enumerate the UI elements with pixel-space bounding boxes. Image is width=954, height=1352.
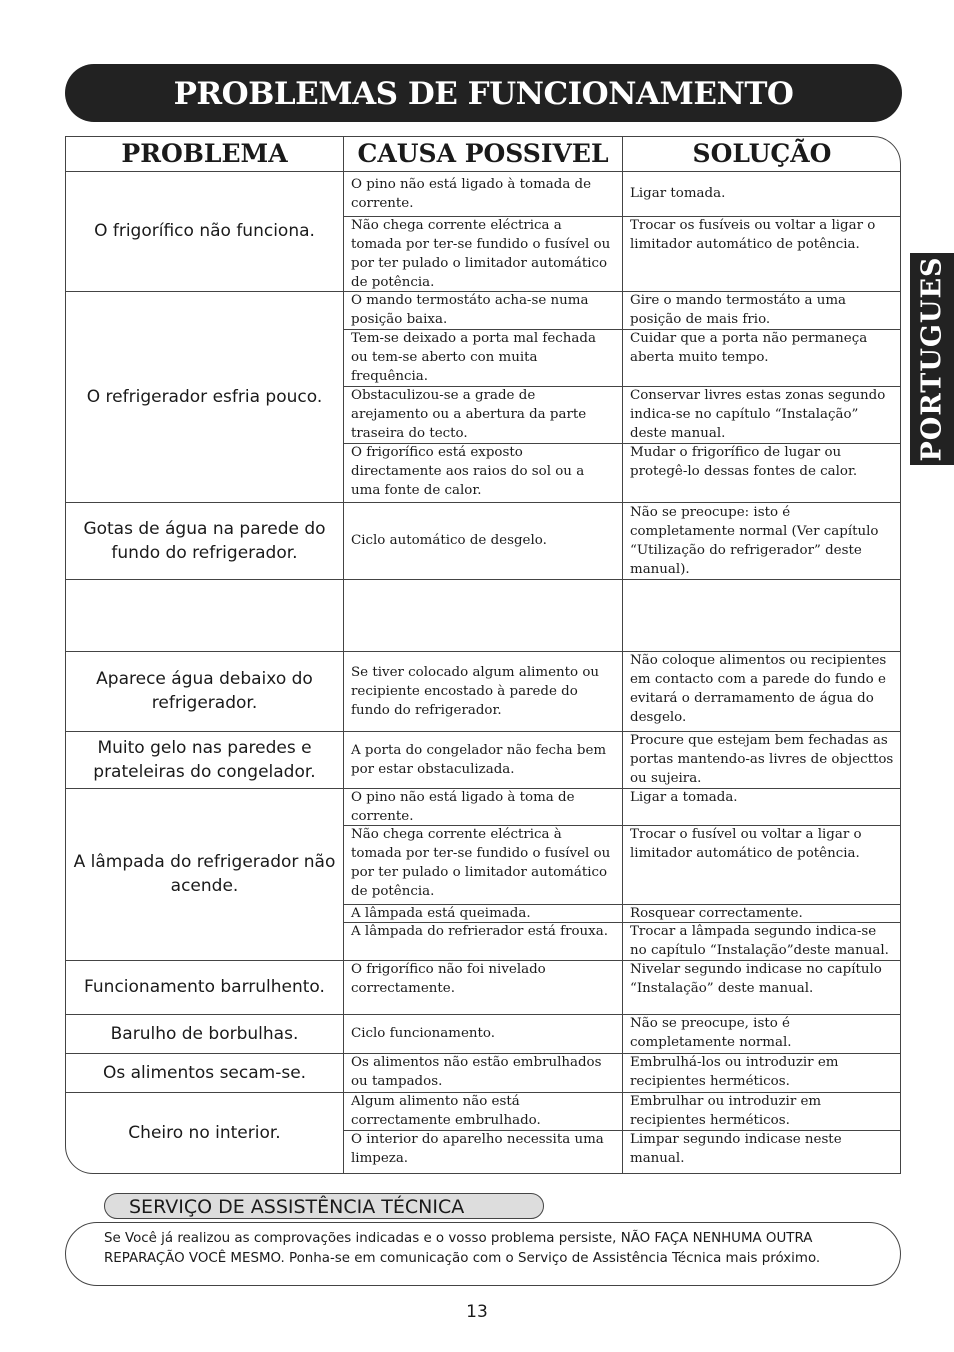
problem-cell <box>66 502 343 579</box>
solution-cell-text: Limpar segundo indicase neste manual. <box>630 1132 842 1166</box>
solution-cell-text: Não coloque alimentos ou recipientes em contacto com a parede do fundo e evitará o derramamento de água do desgelo. <box>630 653 887 725</box>
cause-cell-text: Tem-se deixado a porta mal fechada ou tem-se aberto con muita frequência. <box>351 331 596 384</box>
problem-cell-text: Os alimentos secam-se. <box>102 1062 307 1083</box>
cause-cell <box>344 960 622 1014</box>
cause-cell <box>344 386 622 443</box>
cause-cell <box>344 216 622 291</box>
cause-cell <box>344 443 622 502</box>
solution-cell-text: Procure que estejam bem fechadas as portas mantendo-as livres de objecttos ou sujeira. <box>630 733 894 786</box>
cause-cell-text: O mando termostáto acha-se numa posição baixa. <box>351 293 589 327</box>
cause-cell-text: Os alimentos não estão embrulhados ou tampados. <box>351 1055 602 1089</box>
problem-cell <box>66 171 343 291</box>
solution-cell-text: Rosquear correctamente. <box>630 906 803 921</box>
cause-cell <box>344 1092 622 1130</box>
cause-cell-text: O pino não está ligado à toma de corrente. <box>351 789 575 824</box>
solution-cell <box>623 1130 901 1174</box>
solution-cell <box>623 443 901 502</box>
problem-cell-text: Gotas de água na parede do fundo do refrigerador. <box>83 518 326 563</box>
cause-cell-text: O interior do aparelho necessita uma limpeza. <box>351 1132 604 1166</box>
problem-cell <box>66 788 343 960</box>
cause-cell-text: Ciclo automático de desgelo. <box>351 533 547 548</box>
service-title: SERVIÇO DE ASSISTÊNCIA TÉCNICA <box>104 1193 544 1219</box>
problem-cell <box>66 579 343 651</box>
cause-cell <box>344 825 622 904</box>
solution-cell-text: Mudar o frigorífico de lugar ou protegê-lo dessas fontes de calor. <box>630 445 858 479</box>
problem-cell <box>66 1053 343 1092</box>
cause-cell-text: A lâmpada do refrierador está frouxa. <box>351 924 608 939</box>
solution-cell-text: Trocar os fusíveis ou voltar a ligar o limitador automático de potência. <box>630 218 876 252</box>
header-problem: PROBLEMA <box>121 139 288 168</box>
problem-cell <box>66 651 343 731</box>
cause-cell <box>344 502 622 579</box>
solution-cell <box>623 1014 901 1053</box>
solution-cell <box>623 1092 901 1130</box>
cause-cell <box>344 171 622 216</box>
problem-cell-text: Cheiro no interior. <box>128 1123 281 1143</box>
solution-cell <box>623 171 901 216</box>
problem-cell <box>66 1014 343 1053</box>
solution-cell <box>623 216 901 291</box>
solution-cell-text: Trocar a lâmpada segundo indica-se no capítulo “Instalação”deste manual. <box>630 924 889 958</box>
solution-cell <box>623 825 901 904</box>
language-tab <box>910 253 954 465</box>
solution-cell <box>623 904 901 922</box>
solution-cell-text: Embrulhá-los ou introduzir em recipientes herméticos. <box>630 1055 839 1089</box>
solution-cell-text: Não se preocupe, isto é completamente normal. <box>630 1016 792 1050</box>
solution-cell-text: Não se preocupe: isto é completamente normal (Ver capítulo “Utilização do refrigerador” deste manual). <box>630 504 879 577</box>
solution-cell <box>623 329 901 386</box>
problem-cell <box>66 731 343 788</box>
problem-cell-text: O refrigerador esfria pouco. <box>86 386 323 407</box>
solution-cell <box>623 731 901 788</box>
cause-cell <box>344 1130 622 1174</box>
cause-cell <box>344 1053 622 1092</box>
solution-cell <box>623 291 901 329</box>
solution-cell-text: Nivelar segundo indicase no capítulo “Instalação” deste manual. <box>630 962 882 996</box>
language-tab-label: PORTUGUES <box>916 256 948 462</box>
cause-cell-text: Ciclo funcionamento. <box>351 1026 495 1041</box>
problem-cell <box>66 291 343 502</box>
cause-cell <box>344 579 622 651</box>
problem-cell-text: Muito gelo nas paredes e prateleiras do congelador. <box>93 737 316 782</box>
cause-cell <box>344 291 622 329</box>
problem-cell-text: O frigorífico não funciona. <box>94 221 315 241</box>
solution-cell-text: Embrulhar ou introduzir em recipientes herméticos. <box>630 1094 822 1128</box>
cause-cell <box>344 731 622 788</box>
problem-cell-text: Barulho de borbulhas. <box>110 1023 299 1044</box>
cause-cell <box>344 651 622 731</box>
problem-cell <box>66 1092 343 1174</box>
cause-cell-text: Não chega corrente eléctrica à tomada por ter-se fundido o fusível ou por ter pulado o limitador automático de potência. <box>351 827 611 899</box>
cause-cell <box>344 904 622 922</box>
cause-cell-text: O frigorífico não foi nivelado correctamente. <box>351 962 546 996</box>
header-solution: SOLUÇÃO <box>692 139 832 168</box>
cause-cell-text: A lâmpada está queimada. <box>351 906 531 921</box>
problem-cell-text: Funcionamento barrulhento. <box>84 977 325 997</box>
solution-cell <box>623 922 901 960</box>
solution-cell-text: Ligar a tomada. <box>630 790 738 805</box>
solution-cell <box>623 386 901 443</box>
page-number: 13 <box>466 1302 488 1322</box>
solution-cell-text: Trocar o fusível ou voltar a ligar o limitador automático de potência. <box>630 827 862 861</box>
solution-cell <box>623 788 901 825</box>
solution-cell <box>623 651 901 731</box>
cause-cell-text: Obstaculizou-se a grade de arejamento ou a abertura da parte traseira do tecto. <box>351 388 587 441</box>
cause-cell-text: Algum alimento não está correctamente embrulhado. <box>351 1094 541 1128</box>
cause-cell-text: Não chega corrente eléctrica a tomada por ter-se fundido o fusível ou por ter pulado o limitador automático de potência. <box>351 218 611 290</box>
service-text: Se Você já realizou as comprovações indicadas e o vosso problema persiste, NÃO FAÇA NENHUMA OUTRA REPARAÇÃO VOCÊ MESMO. Ponha-se em comunicação com o Serviço de Assistência Técnica mais próximo. <box>104 1231 821 1266</box>
solution-cell <box>623 1053 901 1092</box>
cause-cell-text: A porta do congelador não fecha bem por estar obstaculizada. <box>351 742 607 777</box>
problem-cell <box>66 960 343 1014</box>
cause-cell <box>344 329 622 386</box>
solution-cell-text: Conservar livres estas zonas segundo indica-se no capítulo “Instalação” deste manual. <box>630 388 886 441</box>
header-cause: CAUSA POSSIVEL <box>357 139 609 168</box>
solution-cell <box>623 960 901 1014</box>
cause-cell-text: O pino não está ligado à tomada de corrente. <box>351 176 592 211</box>
page-title: PROBLEMAS DE FUNCIONAMENTO <box>65 64 902 122</box>
cause-cell <box>344 788 622 825</box>
solution-cell <box>623 579 901 651</box>
problem-cell-text: A lâmpada do refrigerador não acende. <box>73 852 336 896</box>
cause-cell <box>344 1014 622 1053</box>
cause-cell-text: O frigorífico está exposto directamente aos raios do sol ou a uma fonte de calor. <box>351 445 585 498</box>
solution-cell-text: Ligar tomada. <box>630 186 726 201</box>
solution-cell-text: Gire o mando termostáto a uma posição de mais frio. <box>630 293 847 327</box>
cause-cell-text: Se tiver colocado algum alimento ou recipiente encostado à parede do fundo do refrigerador. <box>351 664 600 718</box>
solution-cell <box>623 502 901 579</box>
cause-cell <box>344 922 622 960</box>
problem-cell-text: Aparece água debaixo do refrigerador. <box>96 669 313 713</box>
solution-cell-text: Cuidar que a porta não permaneça aberta muito tempo. <box>630 331 868 365</box>
